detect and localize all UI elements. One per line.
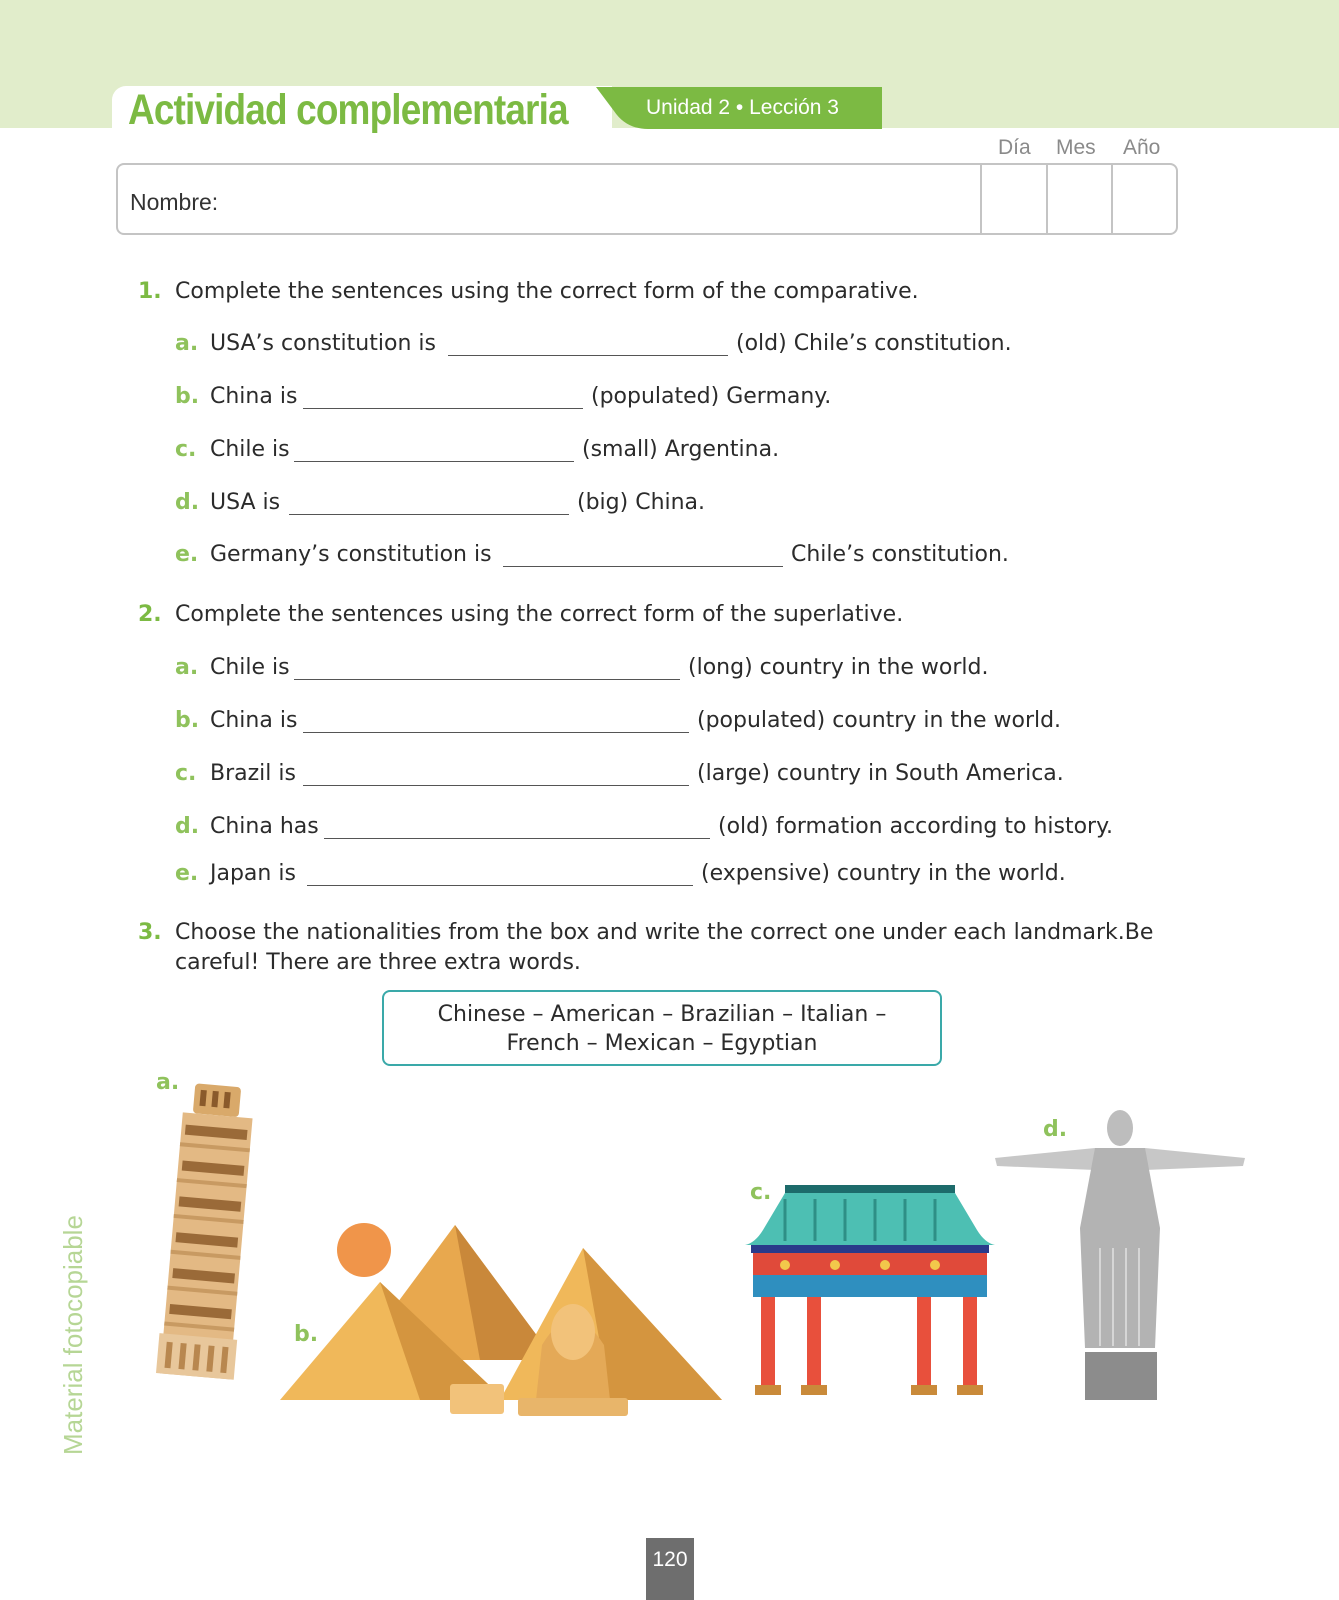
item-letter: a. <box>175 331 199 356</box>
item-lead-text: USA is <box>210 490 281 515</box>
answer-blank[interactable] <box>303 785 689 786</box>
item-letter: b. <box>175 384 200 409</box>
landmark-letter-d: d. <box>1043 1117 1068 1142</box>
item-tail-text: (old) formation according to history. <box>718 814 1113 839</box>
item-letter: c. <box>175 437 197 462</box>
item-letter: a. <box>175 655 199 680</box>
item-lead-text: China has <box>210 814 319 839</box>
answer-blank[interactable] <box>448 355 728 356</box>
item-tail-text: (big) China. <box>577 490 706 515</box>
unit-badge <box>596 87 882 129</box>
exercise-2-number: 2. <box>138 602 162 627</box>
landmark-letter-b: b. <box>294 1322 319 1347</box>
answer-blank[interactable] <box>289 514 569 515</box>
month-field[interactable] <box>1046 165 1048 233</box>
landmark-letter-a: a. <box>156 1070 180 1095</box>
item-tail-text: (old) Chile’s constitution. <box>736 331 1012 356</box>
item-tail-text: (expensive) country in the world. <box>701 861 1066 886</box>
exercise-1-number: 1. <box>138 279 162 304</box>
word-box-line-2: French – Mexican – Egyptian <box>506 1031 818 1056</box>
answer-blank[interactable] <box>303 408 583 409</box>
item-lead-text: Brazil is <box>210 761 296 786</box>
item-letter: e. <box>175 861 199 886</box>
page-number: 120 <box>646 1538 694 1600</box>
item-lead-text: Germany’s constitution is <box>210 542 492 567</box>
item-lead-text: China is <box>210 384 298 409</box>
unit-badge-label: Unidad 2 • Lección 3 <box>646 96 839 119</box>
item-tail-text: Chile’s constitution. <box>791 542 1009 567</box>
christ-redeemer-icon <box>995 1108 1245 1403</box>
page-title: Actividad complementaria <box>128 86 568 134</box>
date-label-year: Año <box>1123 136 1161 159</box>
nationality-word-box <box>382 990 942 1066</box>
item-tail-text: (populated) Germany. <box>591 384 832 409</box>
landmark-letter-c: c. <box>750 1180 772 1205</box>
item-lead-text: Chile is <box>210 655 290 680</box>
answer-blank[interactable] <box>294 461 574 462</box>
item-letter: c. <box>175 761 197 786</box>
year-field[interactable] <box>1111 165 1113 233</box>
item-lead-text: USA’s constitution is <box>210 331 436 356</box>
item-lead-text: Japan is <box>210 861 296 886</box>
item-tail-text: (large) country in South America. <box>697 761 1064 786</box>
leaning-tower-icon <box>142 1075 262 1395</box>
item-tail-text: (populated) country in the world. <box>697 708 1062 733</box>
answer-blank[interactable] <box>324 838 710 839</box>
answer-blank[interactable] <box>503 566 783 567</box>
exercise-3-number: 3. <box>138 920 162 945</box>
date-label-month: Mes <box>1056 136 1096 159</box>
word-box-line-1: Chinese – American – Brazilian – Italian – <box>437 1002 887 1027</box>
date-label-day: Día <box>998 136 1031 159</box>
item-lead-text: Chile is <box>210 437 290 462</box>
name-label: Nombre: <box>130 189 219 215</box>
chinese-gate-icon <box>745 1185 995 1400</box>
item-letter: b. <box>175 708 200 733</box>
answer-blank[interactable] <box>303 732 689 733</box>
exercise-3-instruction: Choose the nationalities from the box and write the correct one under each landmark.Be careful! There are three extra words. <box>175 920 1154 975</box>
item-tail-text: (long) country in the world. <box>688 655 989 680</box>
answer-blank[interactable] <box>307 885 693 886</box>
day-field[interactable] <box>980 165 982 233</box>
item-tail-text: (small) Argentina. <box>582 437 780 462</box>
exercise-1-instruction: Complete the sentences using the correct form of the comparative. <box>175 279 919 304</box>
answer-blank[interactable] <box>294 679 680 680</box>
item-letter: e. <box>175 542 199 567</box>
name-field-box[interactable] <box>116 163 1178 235</box>
item-lead-text: China is <box>210 708 298 733</box>
item-letter: d. <box>175 490 200 515</box>
photocopiable-side-label: Material fotocopiable <box>58 1215 88 1455</box>
pyramids-sphinx-icon <box>280 1220 725 1420</box>
item-letter: d. <box>175 814 200 839</box>
exercise-2-instruction: Complete the sentences using the correct form of the superlative. <box>175 602 904 627</box>
